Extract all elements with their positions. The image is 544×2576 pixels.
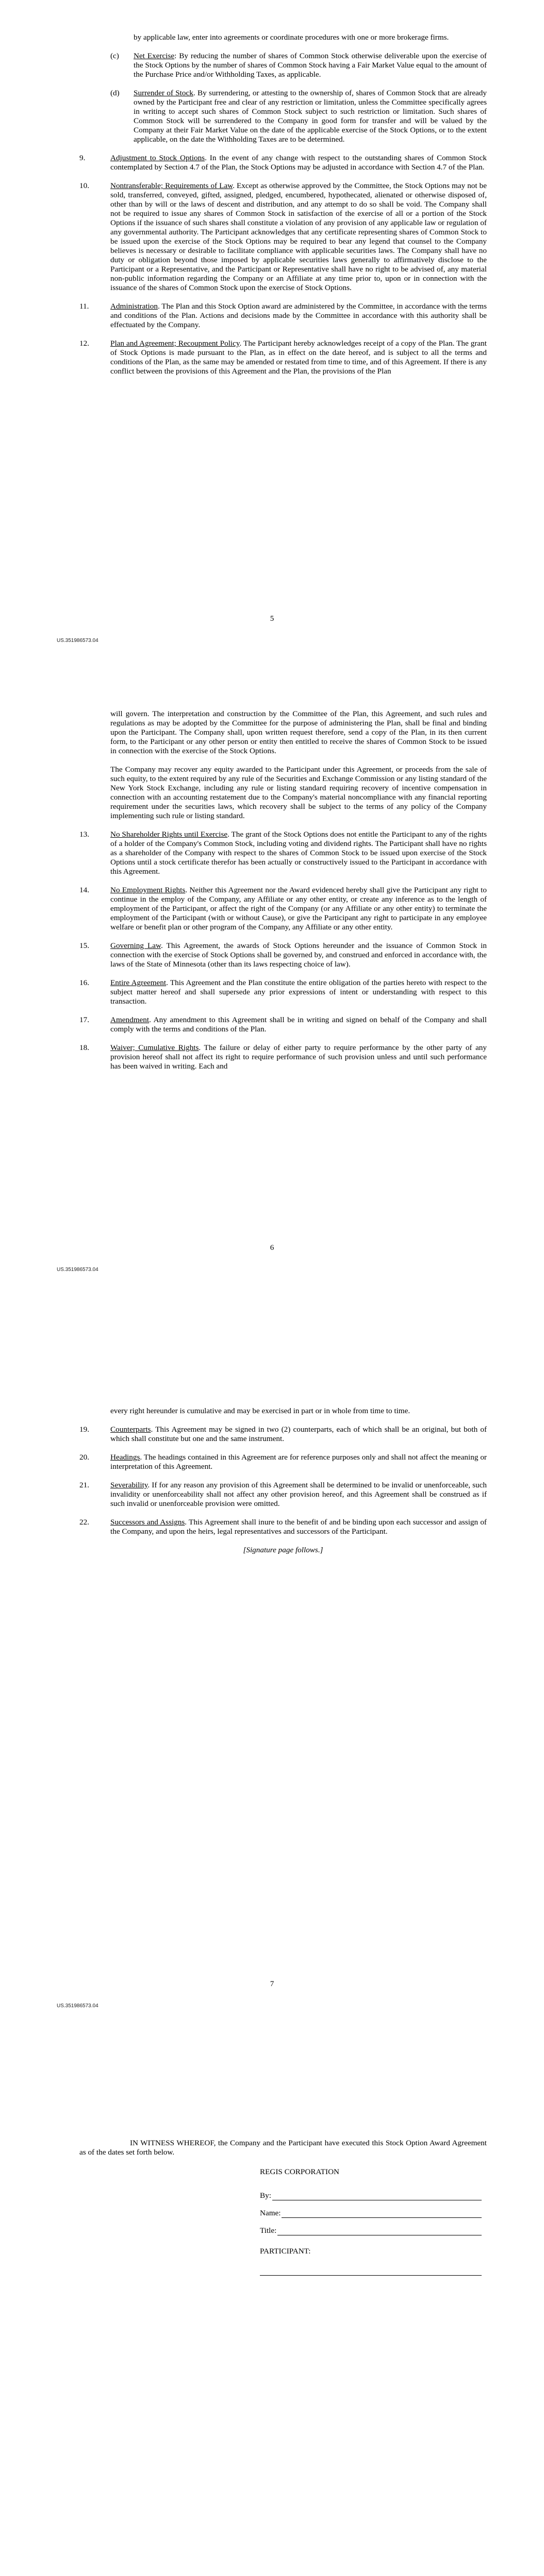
continuation-text: every right hereunder is cumulative and may be exercised in part or in whole from time to time. [110,1406,410,1415]
by-signature-line[interactable] [272,2192,482,2200]
section-text: . The failure or delay of either party to require performance by the other party of any provision hereof shall not affect its right to require performance of such provision unless and until such performance has been waived in writing. Each and [110,1043,487,1071]
section-heading: Headings [110,1453,140,1462]
section-15 [79,941,487,969]
section-text: . The headings contained in this Agreement are for reference purposes only and shall not affect the meaning or interpretation of this Agreement. [110,1453,487,1471]
name-line [260,2209,482,2218]
title-signature-line[interactable] [277,2227,482,2235]
section-heading: Waiver; Cumulative Rights [110,1043,199,1052]
by-label: By: [260,2191,271,2200]
section-10 [79,181,487,293]
section-number: 16. [79,978,89,987]
clause-text: : By reducing the number of shares of Common Stock otherwise deliverable upon the exercise of the Stock Options by the number of shares of Common Stock having a Fair Market Value equal to the amount of the Purchase Price and/or Withholding Taxes, as applicable. [134,52,487,79]
section-number: 10. [79,181,89,190]
section-text: . The Participant hereby acknowledges receipt of a copy of the Plan. The grant of Stock Options is made pursuant to the Plan, as in effect on the date hereof, and is subject to all the terms and conditions of the Plan, as the same may be amended or restated from time to time, and of this Agreement. If there is any conflict between the provisions of this Agreement and the Plan, the provisions of the Plan [110,339,487,376]
section-number: 11. [79,302,89,311]
section-number: 14. [79,886,89,894]
section-text: . Any amendment to this Agreement shall be in writing and signed on behalf of the Company and shall comply with the terms and conditions of the Plan. [110,1015,487,1033]
section-18 [79,1043,487,1071]
recoupment-text: The Company may recover any equity awarded to the Participant under this Agreement, or proceeds from the sale of such equity, to the extent required by any rule of the Securities and Exchange Commission or any listing standard of the New York Stock Exchange, including any rule or listing standard requiring recovery of incentive compensation in connection with an accounting restatement due to the Company's material noncompliance with any financial reporting requirement under the securities laws, which recovery shall be subject to the terms of any policy of the Company implementing such rule or listing standard. [110,765,487,820]
section-number: 18. [79,1043,89,1052]
section-heading: Plan and Agreement; Recoupment Policy [110,339,240,348]
section-text: . This Agreement may be signed in two (2) counterparts, each of which shall be an original, but both of which shall constitute but one and the same instrument. [110,1425,487,1443]
section-text: . Neither this Agreement nor the Award evidenced hereby shall give the Participant any right to continue in the employ of the Company, any Affiliate or any other entity, or create any inference as to the length of employment of the Participant, or affect the right of the Company (or any Affiliate or any other entity) to terminate the employment of the Participant (with or without Cause), or give the Participant any right to participate in any employee welfare or benefit plan or other program of the Company, any Affiliate or any other entity. [110,886,487,931]
section-heading: Severability [110,1481,148,1489]
section-heading: Entire Agreement [110,978,167,987]
section-text: . The grant of the Stock Options does not entitle the Participant to any of the rights of a holder of the Company's Common Stock, including voting and dividend rights. The Participant shall have no rights as a shareholder of the Company with respect to the shares of Common Stock to be issued upon exercise of the Stock Options until a stock certificate therefor has been actually or constructively issued to the Participant in accordance with this Agreement. [110,830,487,876]
clause-c [110,52,487,79]
signature-follows-note: [Signature page follows.] [243,1546,323,1554]
witness-clause: IN WITNESS WHEREOF, the Company and the Participant have executed this Stock Option Award Agreement as of the dates set forth below. [79,2139,487,2157]
section-20 [79,1453,487,1471]
clause-heading: Surrender of Stock [134,89,193,97]
section-22 [79,1518,487,1536]
clause-d [110,89,487,144]
section-number: 13. [79,830,89,839]
page-number: 7 [270,1979,274,1988]
page-7-content [79,1406,487,1555]
section-12 [79,339,487,376]
section-text: . This Agreement and the Plan constitute the entire obligation of the parties hereto with respect to the subject matter hereof and shall supersede any prior expressions of intent or understanding with respect to this transaction. [110,978,487,1006]
section-text: . The Plan and this Stock Option award are administered by the Committee, in accordance with the terms and conditions of the Plan. Actions and decisions made by the Committee in accordance with this authority shall be effectuated by the Company. [110,302,487,329]
section-9 [79,154,487,172]
section-13 [79,830,487,876]
name-signature-line[interactable] [282,2209,482,2218]
section-heading: No Shareholder Rights until Exercise [110,830,228,839]
section-14 [79,886,487,932]
section-heading: Nontransferable; Requirements of Law [110,181,233,190]
section-heading: Amendment [110,1015,150,1024]
section-text: . If for any reason any provision of this Agreement shall be determined to be invalid or unenforceable, such invalidity or unenforceability shall not affect any other provision hereof, and this Agreement shall be construed as if such invalid or unenforceable provision were omitted. [110,1481,487,1508]
continuation-text: will govern. The interpretation and construction by the Committee of the Plan, this Agreement, and such rules and regulations as may be adopted by the Committee for the purpose of administering the Plan, shall be final and binding upon the Participant. The Company shall, upon written request therefore, send a copy of the Plan, in its then current form, to the Participant or any other person or entity then entitled to receive the shares of Common Stock to be issued in connection with the exercise of the Stock Options. [110,709,487,755]
name-label: Name: [260,2209,281,2217]
section-17 [79,1015,487,1034]
lead-text: by applicable law, enter into agreements or coordinate procedures with one or more brokerage firms. [134,33,449,42]
section-number: 20. [79,1453,89,1462]
section-number: 22. [79,1518,89,1527]
participant-label: PARTICIPANT: [260,2247,311,2256]
document-footer: US.351986573.04 [57,638,98,643]
page-number: 5 [270,614,274,623]
section-text: . This Agreement shall inure to the benefit of and be binding upon each successor and assign of the Company, and upon the heirs, legal representatives and successors of the Participant. [110,1518,487,1536]
section-number: 17. [79,1015,89,1024]
page-number: 6 [270,1243,274,1252]
document-footer: US.351986573.04 [57,1267,98,1273]
section-text: . This Agreement, the awards of Stock Options hereunder and the issuance of Common Stock in connection with the exercise of Stock Options shall be governed by, and construed and enforced in accordance with, the laws of the State of Minnesota (other than its laws respecting choice of law). [110,941,487,969]
section-11 [79,302,487,330]
company-signature-block [260,2167,482,2276]
participant-signature-line[interactable] [260,2275,482,2276]
section-text: . In the event of any change with respect to the outstanding shares of Common Stock contemplated by Section 4.7 of the Plan, the Stock Options may be adjusted in accordance with Section 4.7 of the Plan. [110,154,487,172]
by-line [260,2191,482,2200]
section-heading: No Employment Rights [110,886,186,894]
witness-block [79,2139,487,2166]
clause-number: (d) [110,89,120,97]
company-name: REGIS CORPORATION [260,2167,340,2176]
section-number: 12. [79,339,89,348]
document-footer: US.351986573.04 [57,2003,98,2009]
clause-text: . By surrendering, or attesting to the ownership of, shares of Common Stock that are already owned by the Participant free and clear of any restriction or limitation, unless the Committee specifically agrees in writing to accept such shares of Common Stock subject to such restriction or limitation. Such shares of Common Stock will be surrendered to the Company in good form for transfer and will be valued by the Company at their Fair Market Value on the date of the applicable exercise of the Stock Options, or to the extent applicable, on the date the Withholding Taxes are to be determined. [134,89,487,144]
page-5-content [79,33,487,385]
section-number: 21. [79,1481,89,1489]
section-heading: Counterparts [110,1425,151,1434]
title-label: Title: [260,2226,277,2235]
section-heading: Adjustment to Stock Options [110,154,205,162]
section-text: . Except as otherwise approved by the Committee, the Stock Options may not be sold, transferred, conveyed, gifted, assigned, pledged, encumbered, hypothecated, alienated or otherwise disposed of, other than by will or the laws of descent and distribution, and any attempt to do so shall be void. The Company shall not be required to issue any shares of Common Stock in satisfaction of the exercise of all or a portion of the Stock Options if the issuance of such shares shall constitute a violation of any provision of any applicable law or regulation of any governmental authority. The Participant acknowledges that any certificate representing shares of Common Stock to be issued upon the exercise of the Stock Options may be required to bear any legend that counsel to the Company believes is necessary or desirable to facilitate compliance with applicable securities laws. The Company shall have no duty or obligation beyond those imposed by applicable securities laws generally to affirmatively disclose to the Participant or a Representative, and the Participant or Representative shall have no right to be advised of, any material non-public information regarding the Company or an Affiliate at any time prior to, upon or in connection with the issuance of the shares of Common Stock upon the exercise of Stock Options. [110,181,487,292]
section-19 [79,1425,487,1444]
section-21 [79,1481,487,1509]
section-heading: Successors and Assigns [110,1518,185,1527]
section-heading: Governing Law [110,941,161,950]
section-heading: Administration [110,302,158,311]
section-number: 9. [79,154,86,162]
page-6-content [79,709,487,1080]
clause-heading: Net Exercise [134,52,175,60]
section-16 [79,978,487,1006]
section-number: 19. [79,1425,89,1434]
section-number: 15. [79,941,89,950]
clause-number: (c) [110,52,119,60]
title-line [260,2226,482,2235]
